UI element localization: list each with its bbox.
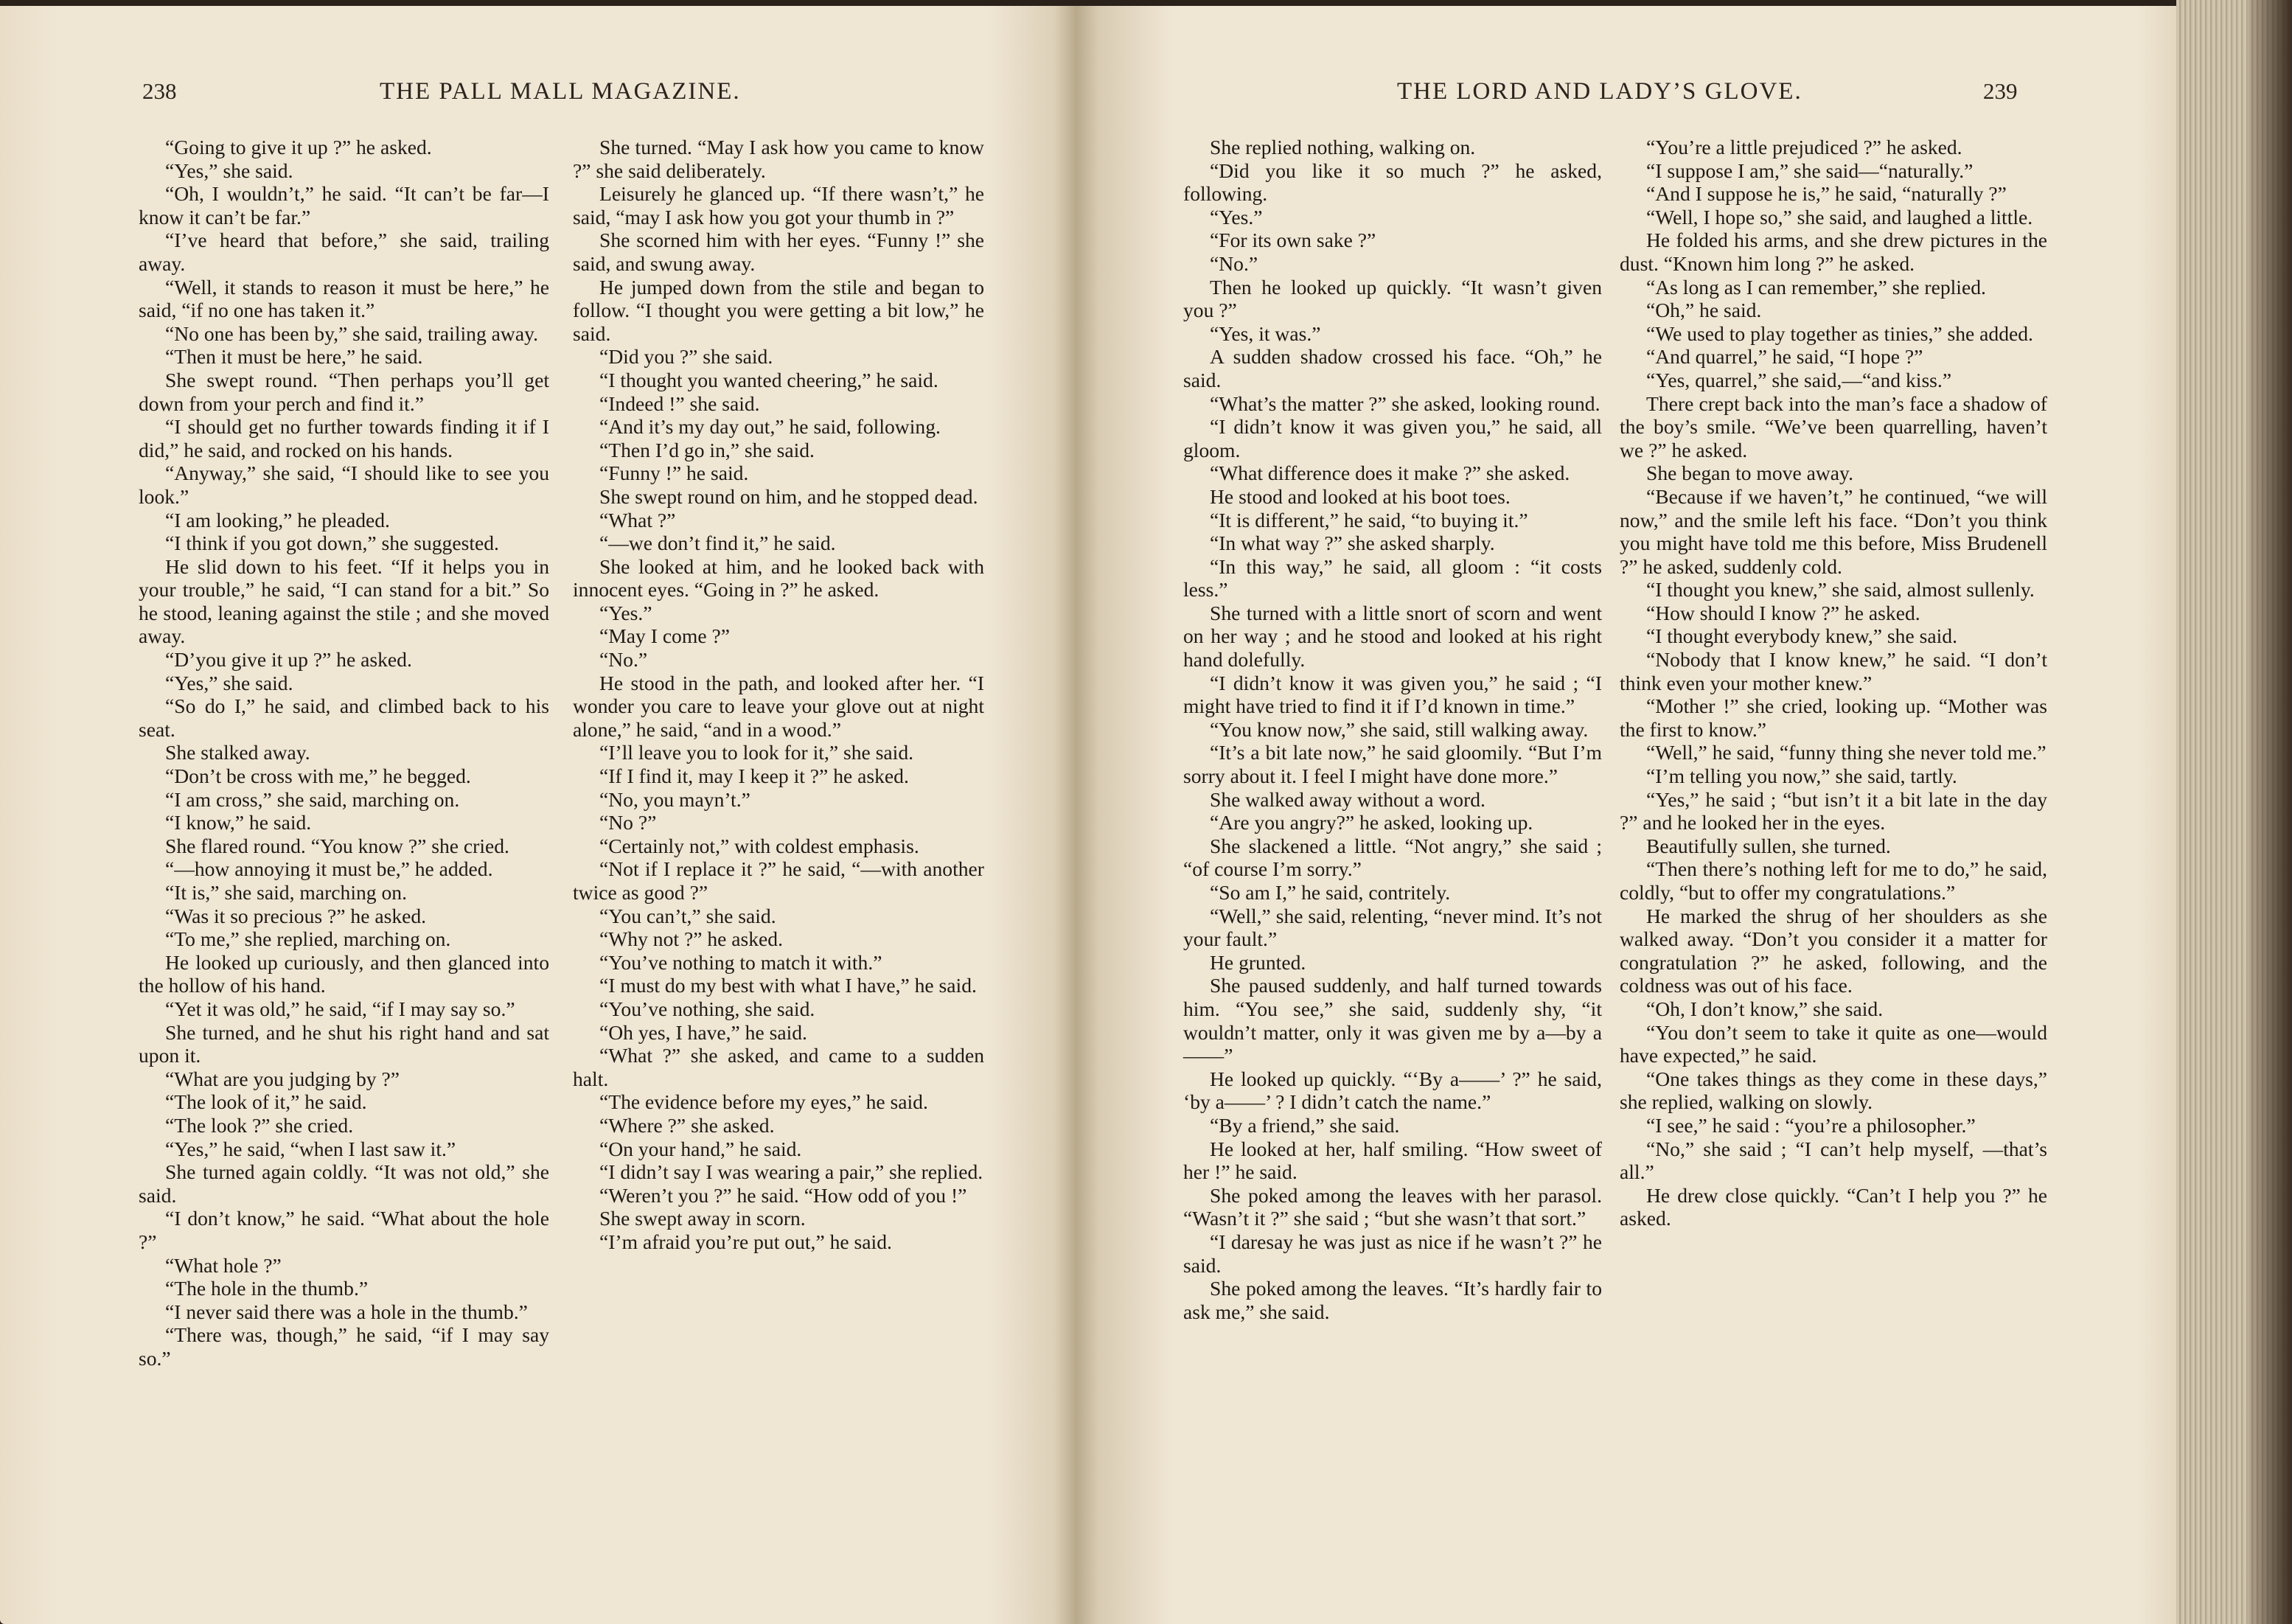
left-column-1 bbox=[139, 136, 549, 1370]
paragraph: He folded his arms, and she drew pictures in the dust. “Known him long ?” he asked. bbox=[1620, 229, 2047, 275]
paragraph: “Why not ?” he asked. bbox=[599, 927, 784, 951]
paragraph: “Yes,” she said. bbox=[165, 671, 293, 694]
paragraph: “Yes,” she said. bbox=[165, 158, 293, 182]
paragraph: “Oh,” he said. bbox=[1646, 299, 1762, 322]
paragraph: “Did you ?” she said. bbox=[599, 345, 773, 369]
paragraph: “You’ve nothing, she said. bbox=[599, 997, 815, 1020]
paragraph: “Well, it stands to reason it must be here,” he said, “if no one has taken it.” bbox=[139, 275, 549, 322]
paragraph: “On your hand,” he said. bbox=[599, 1137, 802, 1160]
paragraph: He looked at her, half smiling. “How sweet of her !” he said. bbox=[1183, 1137, 1602, 1184]
paragraph: “—we don’t find it,” he said. bbox=[599, 532, 836, 555]
paragraph: “I didn’t know it was given you,” he said, all gloom. bbox=[1183, 415, 1602, 461]
paragraph: “No ?” bbox=[599, 811, 657, 834]
left-page bbox=[0, 6, 1076, 1624]
paragraph: She replied nothing, walking on. bbox=[1210, 136, 1476, 158]
paragraph: “What ?” she asked, and came to a sudden halt. bbox=[573, 1044, 984, 1090]
paragraph: She poked among the leaves. “It’s hardly fair to ask me,” she said. bbox=[1183, 1277, 1602, 1323]
paragraph: “I’m telling you now,” she said, tartly. bbox=[1646, 764, 1957, 788]
paragraph: “Nobody that I know knew,” he said. “I don’t think even your mother knew.” bbox=[1620, 648, 2047, 694]
paragraph: “Yes,” he said, “when I last saw it.” bbox=[165, 1137, 456, 1160]
paragraph: “Was it so precious ?” he asked. bbox=[165, 904, 427, 927]
paragraph: “I didn’t say I was wearing a pair,” she replied. bbox=[599, 1160, 983, 1184]
paragraph: “The look of it,” he said. bbox=[165, 1090, 367, 1114]
paragraph: He stood in the path, and looked after her. “I wonder you care to leave your glove out at night alone,” he said, “and in a wood.” bbox=[573, 671, 984, 741]
paragraph: “No.” bbox=[599, 648, 648, 672]
paragraph: He grunted. bbox=[1210, 950, 1306, 974]
paragraph: “I don’t know,” he said. “What about the hole ?” bbox=[139, 1207, 549, 1253]
paragraph: “I see,” he said : “you’re a philosopher.” bbox=[1646, 1113, 1976, 1137]
paragraph: “Then I’d go in,” she said. bbox=[599, 438, 815, 461]
paragraph: She turned. “May I ask how you came to know ?” she said deliberately. bbox=[573, 136, 984, 182]
paragraph: “Yet it was old,” he said, “if I may say so.” bbox=[165, 997, 515, 1020]
paragraph: He slid down to his feet. “If it helps you in your trouble,” he said, “I can stand for a bit.” So he stood, leaning against the stile ; and she moved away. bbox=[139, 554, 549, 648]
paragraph: “I am looking,” he pleaded. bbox=[165, 508, 390, 532]
paragraph: “Are you angry?” he asked, looking up. bbox=[1210, 811, 1533, 834]
right-page-number: 239 bbox=[1983, 78, 2018, 104]
paragraph: “Well,” he said, “funny thing she never told me.” bbox=[1646, 741, 2047, 764]
paragraph: “I thought you knew,” she said, almost sullenly. bbox=[1646, 578, 2035, 602]
paragraph: Beautifully sullen, she turned. bbox=[1646, 834, 1891, 857]
paragraph: “The hole in the thumb.” bbox=[165, 1277, 369, 1300]
paragraph: “You know now,” she said, still walking away. bbox=[1210, 717, 1589, 741]
paragraph: “How should I know ?” he asked. bbox=[1646, 601, 1920, 624]
paragraph: A sudden shadow crossed his face. “Oh,” he said. bbox=[1183, 345, 1602, 391]
paragraph: “Oh, I wouldn’t,” he said. “It can’t be far—I know it can’t be far.” bbox=[139, 182, 549, 229]
paragraph: “May I come ?” bbox=[599, 624, 730, 648]
right-column-2 bbox=[1620, 136, 2047, 1230]
paragraph: “Did you like it so much ?” he asked, following. bbox=[1183, 158, 1602, 206]
paragraph: “You don’t seem to take it quite as one—would have expected,” he said. bbox=[1620, 1020, 2047, 1067]
paragraph: “I should get no further towards finding it if I did,” he said, and rocked on his hands. bbox=[139, 415, 549, 461]
paragraph: Then he looked up quickly. “It wasn’t given you ?” bbox=[1183, 275, 1602, 322]
paragraph: “No,” she said ; “I can’t help myself, —that’s all.” bbox=[1620, 1137, 2047, 1184]
paragraph: “What difference does it make ?” she asked. bbox=[1210, 461, 1570, 485]
paragraph: “You’ve nothing to match it with.” bbox=[599, 950, 882, 974]
paragraph: “So am I,” he said, contritely. bbox=[1210, 881, 1451, 904]
paragraph: She swept away in scorn. bbox=[599, 1207, 806, 1230]
paragraph: “It is different,” he said, “to buying it.” bbox=[1210, 508, 1528, 532]
paragraph: She stalked away. bbox=[165, 741, 310, 764]
paragraph: “Not if I replace it ?” he said, “—with another twice as good ?” bbox=[573, 857, 984, 904]
paragraph: “I’ll leave you to look for it,” she said. bbox=[599, 741, 914, 764]
paragraph: “—how annoying it must be,” he added. bbox=[165, 857, 493, 881]
paragraph: “Yes, quarrel,” she said,—“and kiss.” bbox=[1646, 368, 1952, 391]
paragraph: She poked among the leaves with her parasol. “Wasn’t it ?” she said ; “but she wasn’t that sort.” bbox=[1183, 1183, 1602, 1230]
paragraph: “Funny !” he said. bbox=[599, 461, 749, 485]
paragraph: “I suppose I am,” she said—“naturally.” bbox=[1646, 158, 1974, 182]
paragraph: “We used to play together as tinies,” she added. bbox=[1646, 321, 2033, 345]
paragraph: “What hole ?” bbox=[165, 1253, 282, 1277]
paragraph: “The evidence before my eyes,” he said. bbox=[599, 1090, 928, 1114]
paragraph: “What’s the matter ?” she asked, looking round. bbox=[1210, 391, 1600, 415]
paragraph: “Oh yes, I have,” he said. bbox=[599, 1020, 807, 1044]
paragraph: “You can’t,” she said. bbox=[599, 904, 776, 927]
paragraph: “Then it must be here,” he said. bbox=[165, 345, 423, 369]
paragraph: “I think if you got down,” she suggested. bbox=[165, 532, 499, 555]
paragraph: “As long as I can remember,” she replied. bbox=[1646, 275, 1986, 299]
paragraph: “In what way ?” she asked sharply. bbox=[1210, 532, 1495, 555]
paragraph: She paused suddenly, and half turned towards him. “You see,” she said, suddenly shy, “it wouldn’t matter, only it was given me by a—by a——” bbox=[1183, 974, 1602, 1067]
left-page-number: 238 bbox=[142, 78, 177, 104]
paragraph: “The look ?” she cried. bbox=[165, 1113, 354, 1137]
paragraph: “Well, I hope so,” she said, and laughed a little. bbox=[1646, 205, 2033, 229]
paragraph: He looked up curiously, and then glanced into the hollow of his hand. bbox=[139, 950, 549, 997]
paragraph: She looked at him, and he looked back with innocent eyes. “Going in ?” he asked. bbox=[573, 554, 984, 602]
right-column-1 bbox=[1183, 136, 1602, 1323]
paragraph: “For its own sake ?” bbox=[1210, 229, 1376, 252]
paragraph: “I didn’t know it was given you,” he said ; “I might have tried to find it if I’d known in time.” bbox=[1183, 671, 1602, 718]
paragraph: “And I suppose he is,” he said, “naturally ?” bbox=[1646, 182, 2007, 206]
paragraph: “I thought you wanted cheering,” he said. bbox=[599, 368, 938, 391]
paragraph: He drew close quickly. “Can’t I help you ?” he asked. bbox=[1620, 1183, 2047, 1230]
paragraph: “I never said there was a hole in the thumb.” bbox=[165, 1300, 528, 1323]
paragraph: “What are you judging by ?” bbox=[165, 1067, 400, 1090]
paragraph: “Don’t be cross with me,” he begged. bbox=[165, 764, 471, 788]
paragraph: “Oh, I don’t know,” she said. bbox=[1646, 997, 1884, 1020]
paragraph: “It’s a bit late now,” he said gloomily. “But I’m sorry about it. I feel I might have done more.” bbox=[1183, 741, 1602, 788]
paragraph: She slackened a little. “Not angry,” she said ; “of course I’m sorry.” bbox=[1183, 834, 1602, 881]
paragraph: “No one has been by,” she said, trailing away. bbox=[165, 321, 538, 345]
left-running-head: THE PALL MALL MAGAZINE. bbox=[380, 78, 741, 105]
paragraph: “One takes things as they come in these days,” she replied, walking on slowly. bbox=[1620, 1067, 2047, 1114]
paragraph: She scorned him with her eyes. “Funny !” she said, and swung away. bbox=[573, 229, 984, 275]
paragraph: She flared round. “You know ?” she cried. bbox=[165, 834, 509, 857]
paragraph: She swept round. “Then perhaps you’ll get down from your perch and find it.” bbox=[139, 368, 549, 415]
paragraph: “No, you mayn’t.” bbox=[599, 787, 750, 811]
paragraph: He stood and looked at his boot toes. bbox=[1210, 484, 1511, 508]
paragraph: “I’m afraid you’re put out,” he said. bbox=[599, 1230, 892, 1253]
paragraph: “D’you give it up ?” he asked. bbox=[165, 648, 412, 672]
paragraph: “Weren’t you ?” he said. “How odd of you !” bbox=[599, 1183, 967, 1207]
paragraph: She turned, and he shut his right hand and sat upon it. bbox=[139, 1020, 549, 1067]
paragraph: “Yes.” bbox=[1210, 205, 1263, 229]
paragraph: “And it’s my day out,” he said, following. bbox=[599, 415, 941, 439]
paragraph: “What ?” bbox=[599, 508, 676, 532]
paragraph: “By a friend,” she said. bbox=[1210, 1113, 1400, 1137]
paragraph: “You’re a little prejudiced ?” he asked. bbox=[1646, 136, 1962, 158]
paragraph: She walked away without a word. bbox=[1210, 787, 1485, 811]
paragraph: “Mother !” she cried, looking up. “Mother was the first to know.” bbox=[1620, 694, 2047, 741]
paragraph: “If I find it, may I keep it ?” he asked. bbox=[599, 764, 909, 788]
paragraph: “Well,” she said, relenting, “never mind. It’s not your fault.” bbox=[1183, 904, 1602, 951]
paragraph: “Yes.” bbox=[599, 601, 652, 624]
paragraph: “Certainly not,” with coldest emphasis. bbox=[599, 834, 919, 857]
paragraph: He marked the shrug of her shoulders as she walked away. “Don’t you consider it a matter for congratulation ?” he asked, following, and the coldness was out of his face. bbox=[1620, 904, 2047, 997]
paragraph: She swept round on him, and he stopped dead. bbox=[599, 484, 978, 508]
paragraph: “Going to give it up ?” he asked. bbox=[165, 136, 432, 158]
left-column-2 bbox=[573, 136, 984, 1254]
paragraph: She turned with a little snort of scorn and went on her way ; and he stood and looked at his right hand dolefully. bbox=[1183, 601, 1602, 672]
paragraph: She turned again coldly. “It was not old,” she said. bbox=[139, 1160, 549, 1207]
paragraph: “In this way,” he said, all gloom : “it costs less.” bbox=[1183, 554, 1602, 602]
paragraph: Leisurely he glanced up. “If there wasn’t,” he said, “may I ask how you got your thumb in ?” bbox=[573, 182, 984, 229]
paragraph: She began to move away. bbox=[1646, 461, 1853, 485]
paragraph: “And quarrel,” he said, “I hope ?” bbox=[1646, 345, 1923, 369]
paragraph: “So do I,” he said, and climbed back to his seat. bbox=[139, 694, 549, 741]
paragraph: “Anyway,” she said, “I should like to see you look.” bbox=[139, 461, 549, 508]
paragraph: “Indeed !” she said. bbox=[599, 391, 760, 415]
paragraph: “To me,” she replied, marching on. bbox=[165, 927, 451, 951]
book-cover-edge bbox=[2249, 0, 2292, 1624]
paragraph: “Because if we haven’t,” he continued, “we will now,” and the smile left his face. “Don’t you think you might have told me this before, Miss Brudenell ?” he asked, suddenly cold. bbox=[1620, 484, 2047, 578]
right-page bbox=[1076, 6, 2176, 1624]
paragraph: He looked up quickly. “‘By a——’ ?” he said, ‘by a——’ ? I didn’t catch the name.” bbox=[1183, 1067, 1602, 1114]
paragraph: “Where ?” she asked. bbox=[599, 1113, 775, 1137]
paragraph: “I daresay he was just as nice if he wasn’t ?” he said. bbox=[1183, 1230, 1602, 1277]
right-running-head: THE LORD AND LADY’S GLOVE. bbox=[1397, 78, 1802, 105]
paragraph: “Yes, it was.” bbox=[1210, 321, 1321, 345]
paragraph: “It is,” she said, marching on. bbox=[165, 881, 407, 904]
paragraph: “I know,” he said. bbox=[165, 811, 312, 834]
paragraph: “I’ve heard that before,” she said, trailing away. bbox=[139, 229, 549, 275]
paragraph: There crept back into the man’s face a shadow of the boy’s smile. “We’ve been quarrelling, haven’t we ?” he asked. bbox=[1620, 391, 2047, 461]
paragraph: “I am cross,” she said, marching on. bbox=[165, 787, 460, 811]
paragraph: “No.” bbox=[1210, 251, 1258, 275]
paragraph: “There was, though,” he said, “if I may say so.” bbox=[139, 1323, 549, 1370]
paragraph: “I must do my best with what I have,” he said. bbox=[599, 974, 977, 997]
paragraph: “I thought everybody knew,” she said. bbox=[1646, 624, 1957, 648]
paragraph: “Then there’s nothing left for me to do,” he said, coldly, “but to offer my congratulations.” bbox=[1620, 857, 2047, 904]
paragraph: “Yes,” he said ; “but isn’t it a bit late in the day ?” and he looked her in the eyes. bbox=[1620, 787, 2047, 834]
paragraph: He jumped down from the stile and began to follow. “I thought you were getting a bit low,” he said. bbox=[573, 275, 984, 345]
